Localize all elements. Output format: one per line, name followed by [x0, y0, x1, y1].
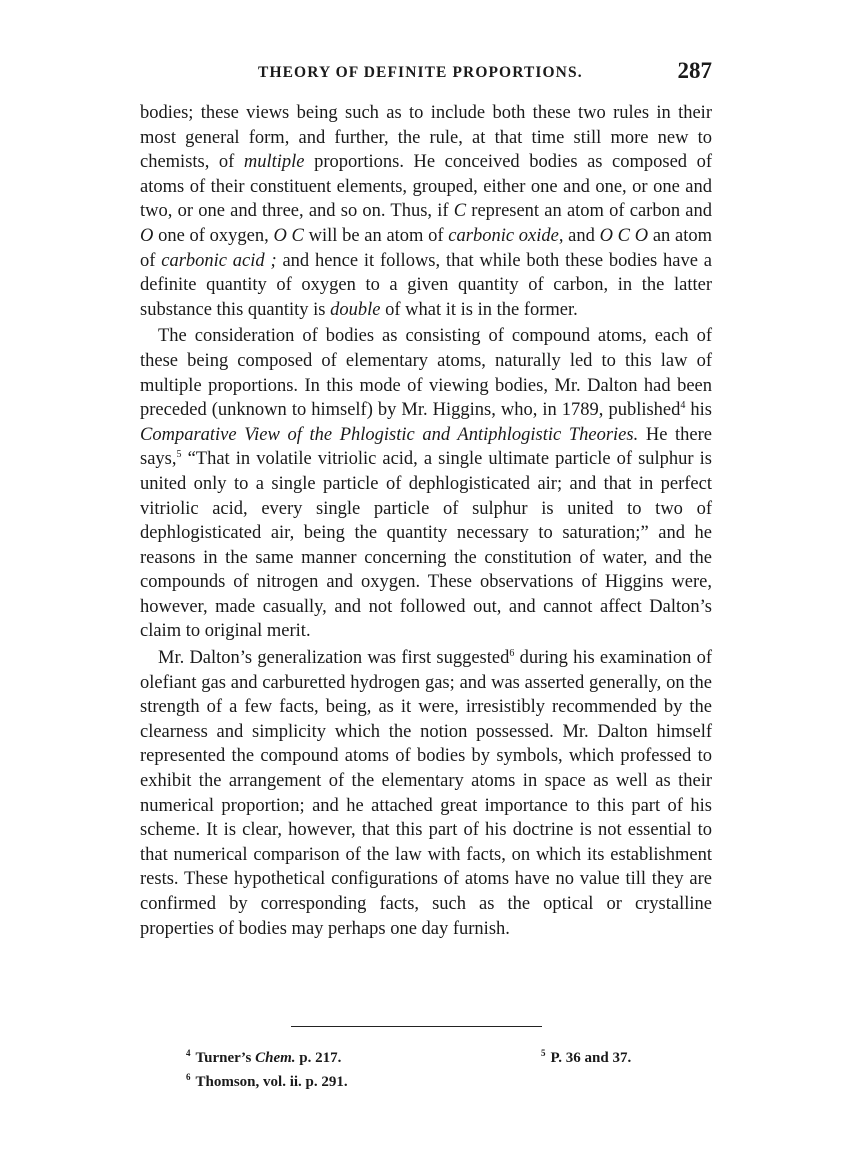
- footnote-text: P. 36 and 37.: [550, 1050, 632, 1066]
- footnote-6: [186, 1066, 348, 1093]
- footnote-divider: [291, 1026, 542, 1027]
- running-title: THEORY OF DEFINITE PROPORTIONS.: [258, 64, 583, 81]
- italic-text: multiple: [243, 152, 305, 173]
- paragraph: [140, 646, 712, 941]
- footnote-mark: 5: [541, 1048, 546, 1058]
- footnote-reference: 4: [680, 399, 686, 411]
- text-run: proportions. He conceived bodies as composed of atoms of their constituent elements, grouped, either one and one, or one and two, or one and three, and so on. Thus, if: [140, 152, 712, 222]
- italic-text: O: [140, 225, 154, 246]
- footnote-italic-text: Chem.: [255, 1050, 296, 1066]
- text-run: during his examination of olefiant gas and carburetted hydrogen gas; and was asserted generally, on the strength of a few facts, being, as it were, irresistibly recommended by the clearness and simplicity which the notion possessed. Mr. Dalton himself represented the compound atoms of bodies by symbols, which professed to exhibit the arrangement of the elementary atoms in space as well as their numerical proportion; and he attached great importance to this part of his scheme. It is clear, however, that this part of his doctrine is not essential to that numerical comparison of the law with facts, on which its establishment rests. These hypothetical configurations of atoms have no value till they are confirmed by corresponding facts, such as the optical or crystalline properties of bodies may perhaps one day furnish.: [140, 648, 712, 939]
- footnote-4: [186, 1042, 341, 1069]
- text-run: bodies; these views being such as to include both these two rules in their most general form, and further, the rule, at that time still more new to chemists, of: [140, 103, 712, 173]
- italic-text: carbonic acid ;: [161, 250, 277, 271]
- text-run: Mr. Dalton’s generalization was first suggested: [158, 648, 510, 669]
- text-run: one of oxygen,: [153, 225, 274, 246]
- italic-text: carbonic oxide: [448, 225, 559, 246]
- paragraph: [140, 101, 712, 322]
- body-text: [140, 101, 712, 943]
- italic-text: O C: [273, 225, 304, 246]
- italic-text: Comparative View of the Phlogistic and Antiphlogistic Theories.: [140, 424, 639, 445]
- footnote-text: p. 217.: [295, 1050, 342, 1066]
- footnote-reference: 6: [509, 647, 515, 659]
- text-run: “That in volatile vitriolic acid, a single ultimate particle of sulphur is united only to a single particle of dephlogisticated air; and that in perfect vitriolic acid, every single particle of sulphur is united to two of dephlogisticated air, being the quantity necessary to saturation;” and he reasons in the same manner concerning the constitution of water, and the compounds of nitrogen and oxygen. These observations of Higgins were, however, made casually, and not followed out, and cannot affect Dalton’s claim to original merit.: [140, 449, 712, 642]
- text-run: , and: [558, 225, 600, 246]
- paragraph: [140, 324, 712, 644]
- footnote-text: Turner’s: [195, 1050, 256, 1066]
- text-run: He there says,: [140, 424, 712, 470]
- footnote-text: Thomson, vol. ii. p. 291.: [195, 1074, 348, 1090]
- page-number: 287: [677, 58, 712, 83]
- footnote-mark: 6: [186, 1072, 191, 1082]
- page-header: [140, 56, 712, 90]
- text-run: The consideration of bodies as consisting of compound atoms, each of these being composed of elementary atoms, naturally led to this law of multiple proportions. In this mode of viewing bodies, Mr. Dalton had been preceded (unknown to himself) by Mr. Higgins, who, in 1789, published: [140, 326, 712, 421]
- footnote-5: [541, 1042, 631, 1069]
- text-run: represent an atom of carbon and: [466, 201, 713, 222]
- footnote-reference: 5: [176, 449, 182, 461]
- text-run: of what it is in the former.: [380, 299, 578, 320]
- italic-text: C: [453, 201, 467, 222]
- italic-text: double: [330, 299, 381, 320]
- italic-text: O C O: [599, 225, 649, 246]
- text-run: will be an atom of: [303, 225, 449, 246]
- footnote-mark: 4: [186, 1048, 191, 1058]
- text-run: and hence it follows, that while both these bodies have a definite quantity of oxygen to a given quantity of carbon, in the latter substance this quantity is: [140, 250, 712, 320]
- text-run: his: [685, 400, 712, 421]
- text-run: an atom of: [140, 225, 712, 271]
